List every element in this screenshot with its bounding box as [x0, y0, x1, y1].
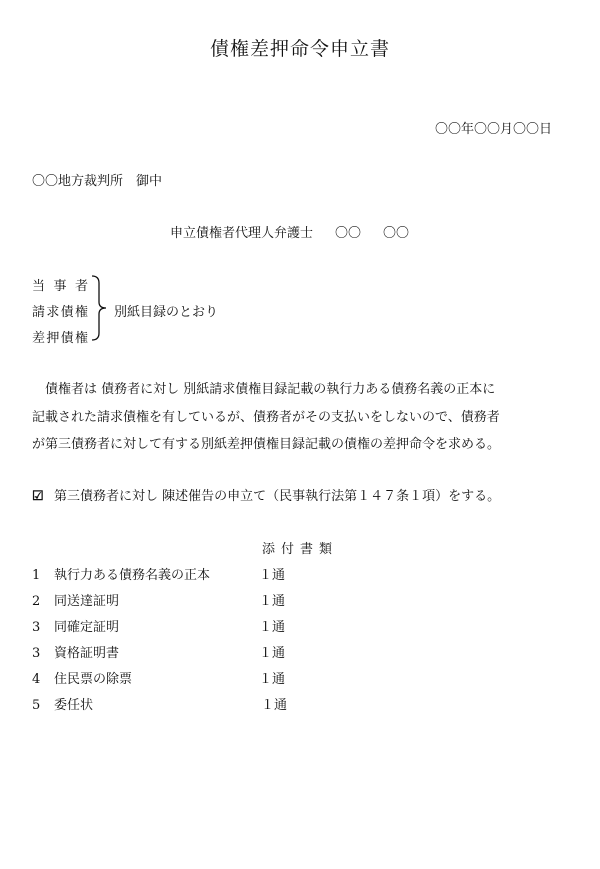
petition-body	[32, 376, 568, 459]
attachment-row	[32, 668, 285, 687]
attachment-count: １通	[259, 672, 286, 687]
attachment-name: 住民票の除票	[54, 672, 133, 687]
attachment-count: １通	[259, 646, 286, 661]
attachment-row	[32, 564, 285, 583]
applicant-label: 申立債権者代理人弁護士	[170, 226, 314, 241]
attachment-number: 3	[32, 646, 41, 661]
attachment-row	[32, 694, 287, 713]
filing-date: 〇〇年〇〇月〇〇日	[434, 122, 552, 137]
body-line: 債権者は 債務者に対し 別紙請求債権目録記載の執行力ある債務名義の正本に	[45, 382, 496, 397]
applicant-family-name: 〇〇	[335, 226, 362, 241]
attachment-name: 執行力ある債務名義の正本	[54, 568, 211, 583]
attachment-name: 同送達証明	[54, 594, 120, 609]
attachment-count: １通	[259, 620, 286, 635]
party-label-claim: 請求債権	[32, 305, 88, 320]
attachment-name: 資格証明書	[54, 646, 120, 661]
body-line: が第三債務者に対して有する別紙差押債権目録記載の債権の差押命令を求める。	[32, 437, 501, 452]
statement-request-text: 第三債務者に対し 陳述催告の申立て（民事執行法第１４７条１項）をする。	[54, 489, 501, 504]
attachment-number: 2	[32, 594, 41, 609]
document-title: 債権差押命令申立書	[209, 38, 390, 60]
attachment-row	[32, 642, 285, 661]
body-line: 記載された請求債権を有しているが、債務者がその支払いをしないので、債務者	[32, 409, 500, 425]
court-addressee: 〇〇地方裁判所 御中	[32, 174, 163, 189]
attachment-number: 4	[32, 672, 41, 687]
attachment-number: 1	[32, 568, 41, 583]
party-label-parties: 当事者	[32, 279, 88, 294]
applicant-line	[170, 222, 409, 241]
attachment-count: １通	[259, 568, 286, 583]
attachment-name: 同確定証明	[54, 620, 120, 635]
party-label-seized: 差押債権	[32, 331, 88, 346]
attachment-number: 5	[32, 698, 41, 713]
attachment-number: 3	[32, 620, 41, 635]
parties-note: 別紙目録のとおり	[114, 305, 219, 320]
statement-request-line	[32, 485, 500, 504]
attachment-row	[32, 616, 285, 635]
attachment-row	[32, 590, 285, 609]
applicant-given-name: 〇〇	[383, 226, 410, 241]
attachment-count: １通	[261, 698, 288, 713]
attachment-name: 委任状	[54, 698, 94, 713]
attachments-heading: 添付書類	[261, 542, 338, 557]
attachment-count: １通	[259, 594, 286, 609]
curly-brace-icon	[88, 273, 110, 343]
checkbox-checked-icon[interactable]: ☑	[32, 489, 44, 504]
